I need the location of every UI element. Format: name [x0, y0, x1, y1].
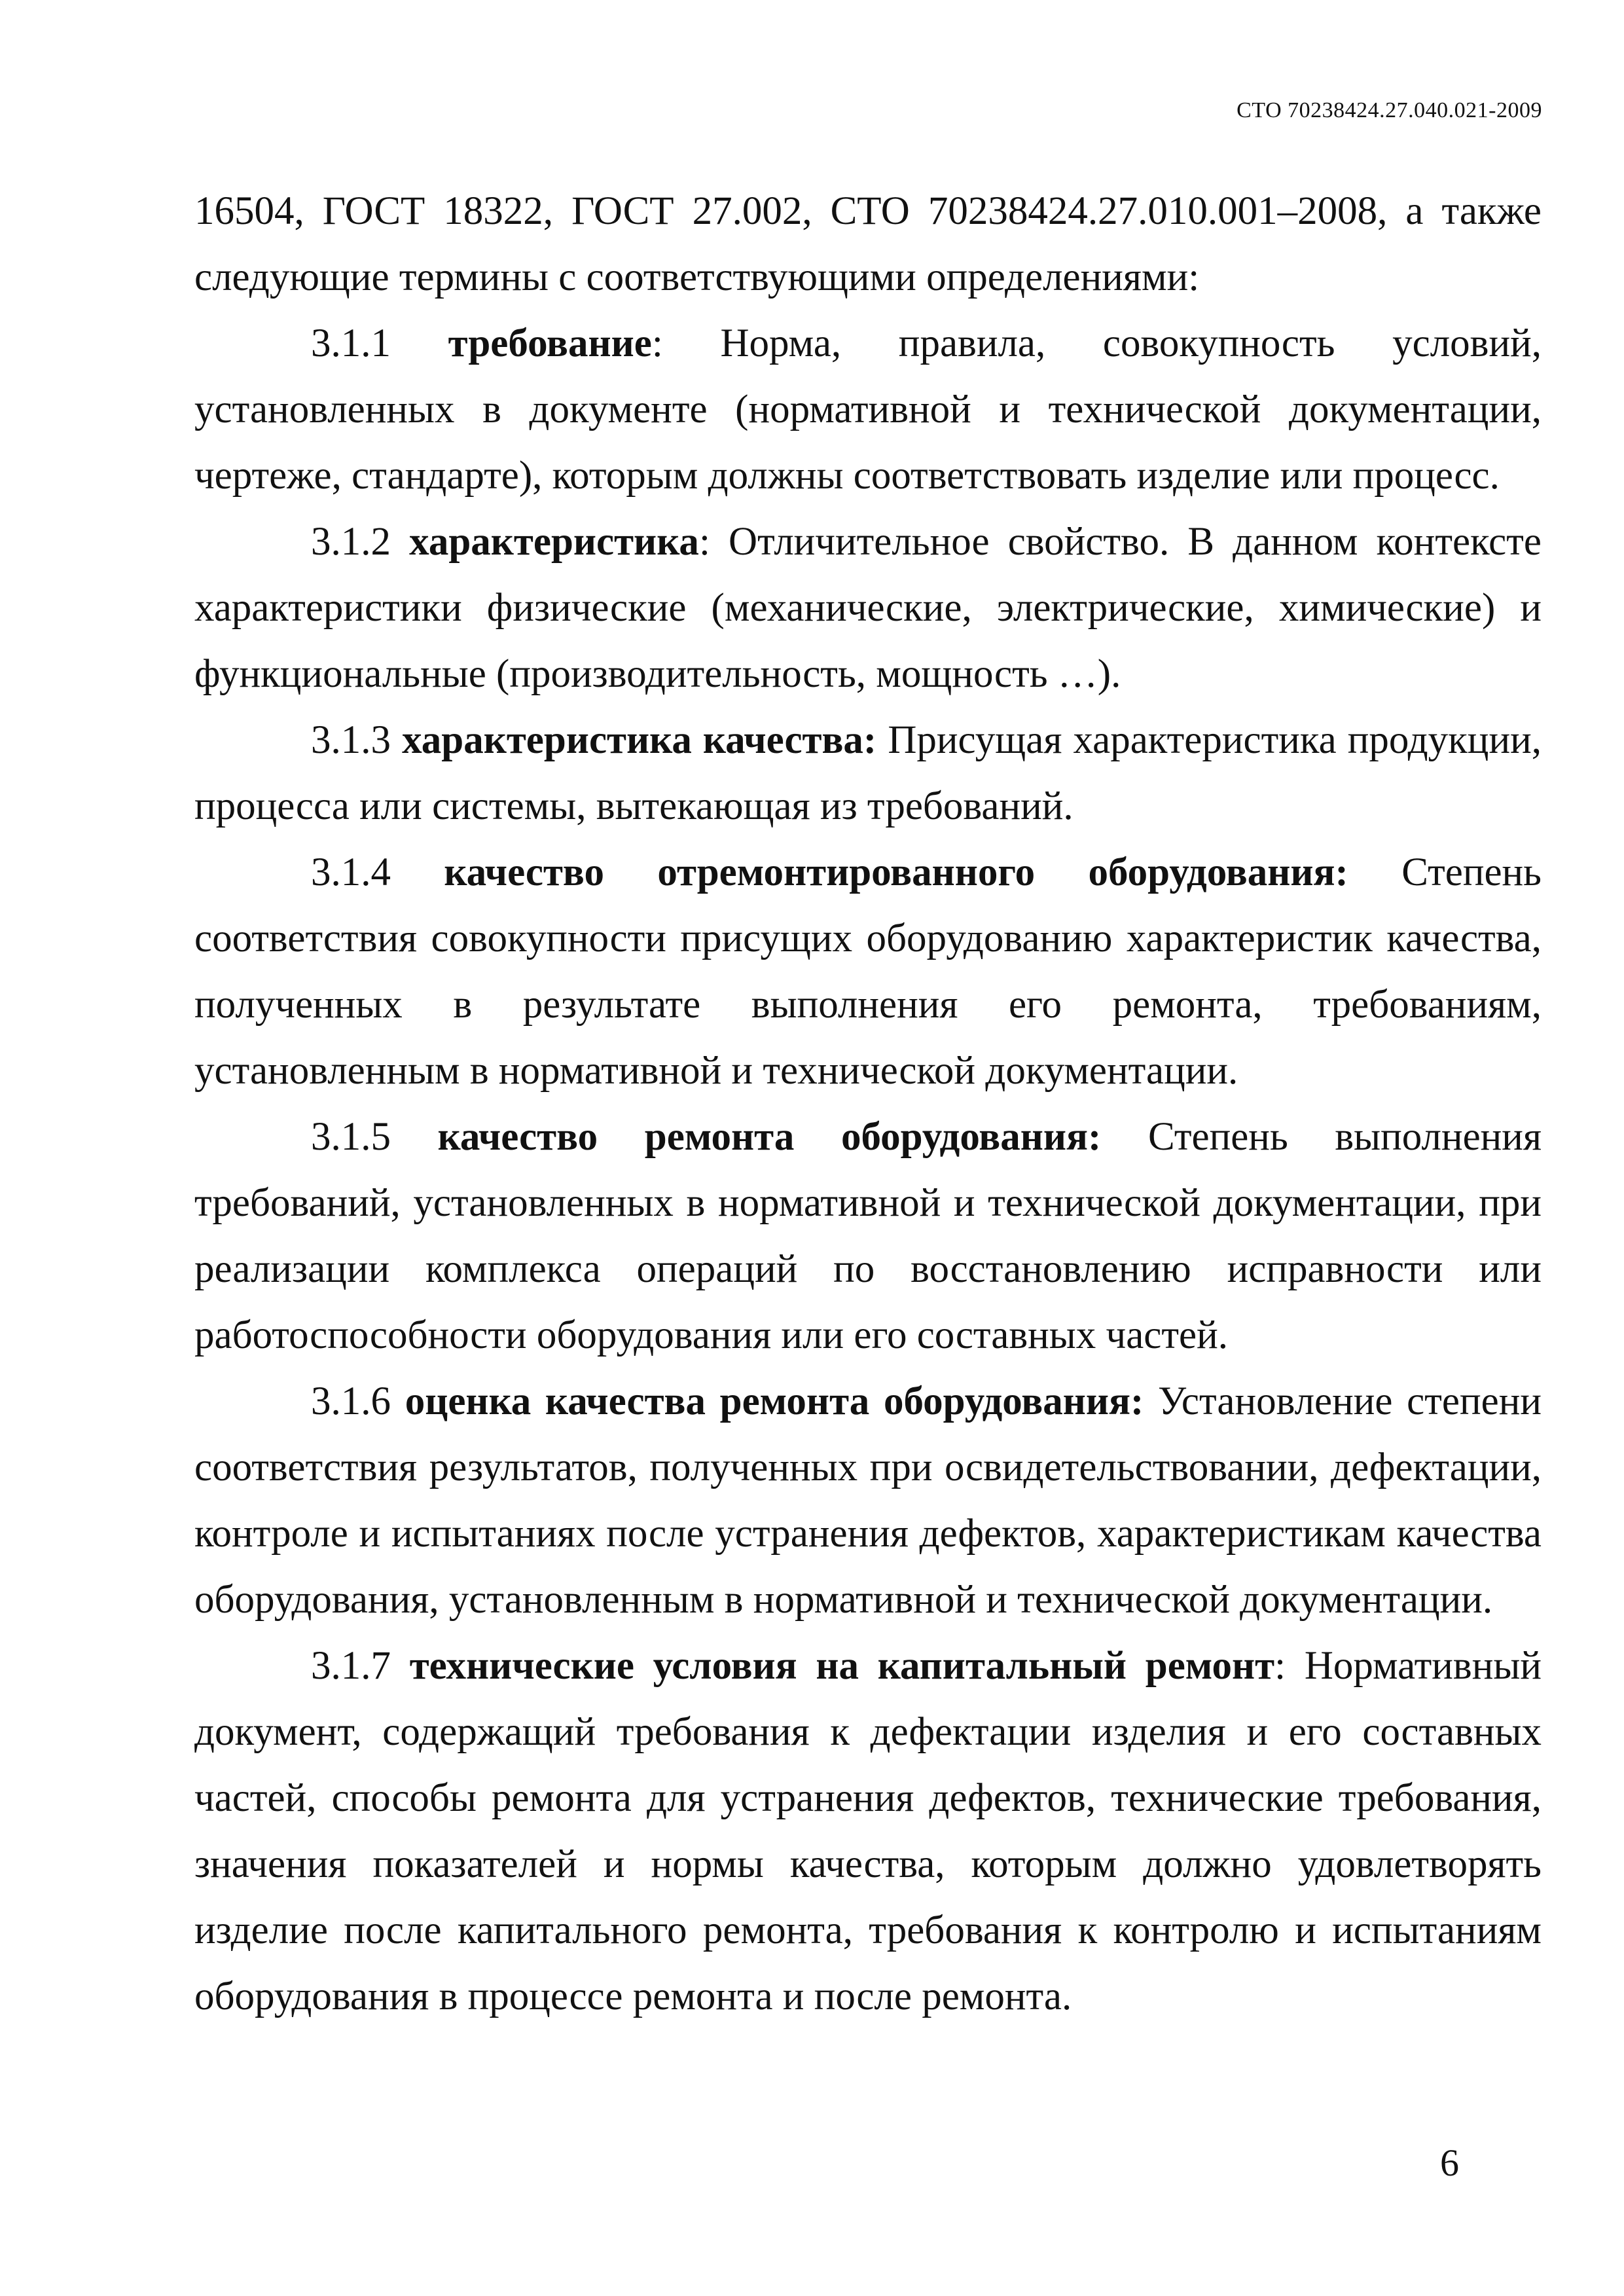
term-number: 3.1.2 — [311, 520, 391, 564]
term-paragraph-3-1-7 — [194, 1633, 1542, 2030]
term-name: характеристика качества: — [402, 718, 877, 762]
term-number: 3.1.4 — [311, 850, 391, 894]
term-name: требование — [448, 321, 652, 365]
term-definition: Норма, правила, совокупность условий, установленных в документе (нормативной и технической документации, чертеже, стандарте), которым должны соответствовать изделие или процесс. — [194, 321, 1542, 498]
term-name: характеристика — [409, 520, 699, 564]
term-name: качество ремонта оборудования: — [437, 1115, 1102, 1159]
page-number: 6 — [1440, 2141, 1459, 2184]
term-name: оценка качества ремонта оборудования: — [405, 1379, 1144, 1423]
term-paragraph-3-1-4 — [194, 839, 1542, 1104]
term-number: 3.1.6 — [311, 1379, 391, 1423]
term-paragraph-3-1-3 — [194, 707, 1542, 839]
term-number: 3.1.3 — [311, 718, 391, 762]
intro-paragraph: 16504, ГОСТ 18322, ГОСТ 27.002, СТО 70238424.27.010.001–2008, а также следующие термины с соответствующими определениями: — [194, 189, 1542, 299]
term-number: 3.1.7 — [311, 1644, 391, 1688]
term-paragraph-3-1-2 — [194, 509, 1542, 707]
term-separator: : — [1274, 1644, 1286, 1688]
document-code-header: СТО 70238424.27.040.021-2009 — [1236, 98, 1542, 122]
term-name: технические условия на капитальный ремонт — [409, 1644, 1275, 1688]
term-definition: Степень соответствия совокупности присущих оборудованию характеристик качества, полученных в результате выполнения его ремонта, требованиям, установленным в нормативной и технической документации. — [194, 850, 1542, 1093]
term-definition: Установление степени соответствия результатов, полученных при освидетельствовании, дефектации, контроле и испытаниях после устранения дефектов, характеристикам качества оборудования, установленным в нормативной и технической документации. — [194, 1379, 1542, 1622]
term-number: 3.1.5 — [311, 1115, 391, 1159]
term-definition: Нормативный документ, содержащий требования к дефектации изделия и его составных частей, способы ремонта для устранения дефектов, технические требования, значения показателей и нормы качества, которым должно удовлетворять изделие после капитального ремонта, требования к контролю и испытаниям оборудования в процессе ремонта и после ремонта. — [194, 1644, 1542, 2018]
term-number: 3.1.1 — [311, 321, 391, 365]
term-separator: : — [651, 321, 663, 365]
document-body — [194, 178, 1542, 2030]
term-definition: Присущая характеристика продукции, процесса или системы, вытекающая из требований. — [194, 718, 1542, 828]
term-definition: Степень выполнения требований, установленных в нормативной и технической документации, при реализации комплекса операций по восстановлению исправности или работоспособности оборудования или его составных частей. — [194, 1115, 1542, 1357]
term-separator: : — [698, 520, 710, 564]
term-paragraph-3-1-1 — [194, 310, 1542, 509]
term-name: качество отремонтированного оборудования: — [444, 850, 1348, 894]
term-paragraph-3-1-6 — [194, 1368, 1542, 1633]
term-paragraph-3-1-5 — [194, 1104, 1542, 1368]
term-definition: Отличительное свойство. В данном контексте характеристики физические (механические, электрические, химические) и функциональные (производительность, мощность …). — [194, 520, 1542, 696]
